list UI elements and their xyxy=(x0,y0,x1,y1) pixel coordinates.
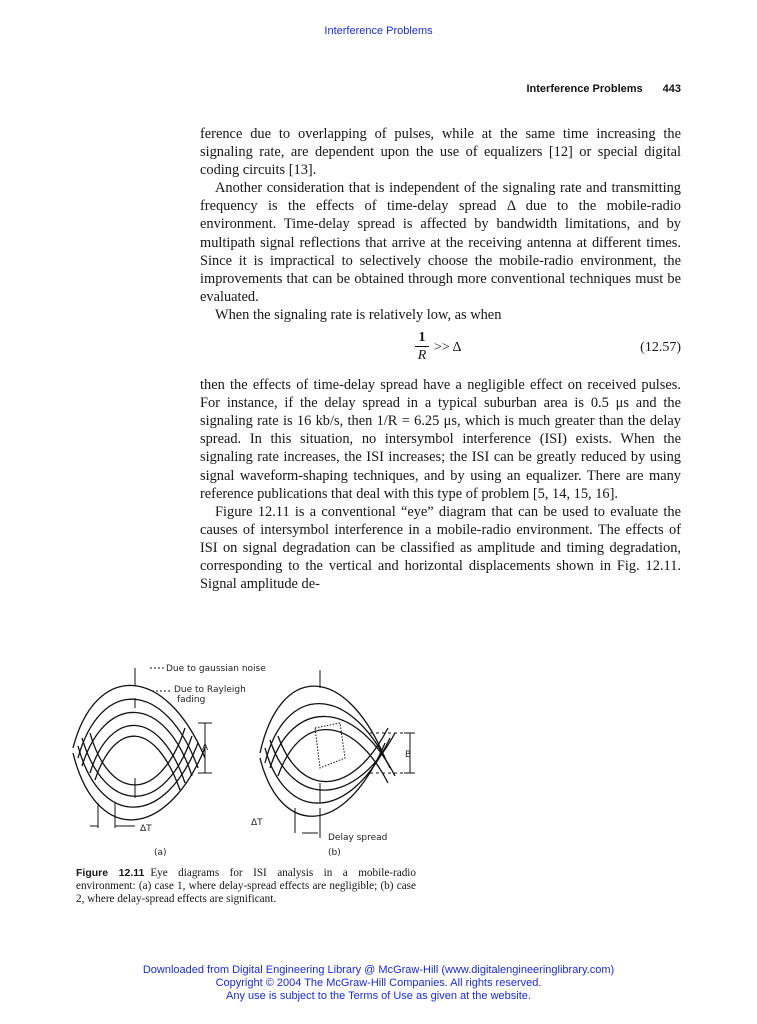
eye-trace xyxy=(82,736,192,796)
eye-trace xyxy=(78,743,198,807)
equation-number: (12.57) xyxy=(640,340,681,356)
top-link[interactable]: Interference Problems xyxy=(324,25,433,37)
eye-diagram-b xyxy=(260,686,395,816)
eye-b-markers xyxy=(295,670,415,838)
footer-terms[interactable]: Any use is subject to the Terms of Use as given at the website. xyxy=(226,990,531,1002)
figure-caption xyxy=(76,867,416,906)
label-delta-t-b: ΔT xyxy=(251,818,263,828)
label-delay-spread: Delay spread xyxy=(328,833,388,843)
label-panel-b: (b) xyxy=(328,848,341,858)
equation-numerator: 1 xyxy=(415,330,429,347)
label-rayleigh-fading: Due to Rayleigh xyxy=(174,685,246,695)
paragraph: Another consideration that is independent of the signaling rate and transmitting frequency is the effects of time-delay spread Δ due to the mobile-radio environment. Time-delay spread is affected by bandwidth limitations, and by multipath signal reflections that arrive at the receiving antenna at different times. Since it is impractical to selectively choose the mobile-radio environment, the improvements that can be obtained through more conventional techniques must be evaluated. xyxy=(200,180,681,305)
equation-denominator: R xyxy=(417,348,427,364)
label-A: A xyxy=(202,743,209,753)
caption-text: Eye diagrams for ISI analysis in a mobile-radio environment: (a) case 1, where delay-spread effects are negligible; (b) case 2, where delay-spread effects are significant. xyxy=(76,867,416,905)
label-delta-t-a: ΔT xyxy=(140,824,152,834)
figure-12-11 xyxy=(70,658,415,863)
eye-trace xyxy=(265,738,390,803)
paragraph: When the signaling rate is relatively low, as when xyxy=(215,306,502,323)
footer-copyright[interactable]: Copyright © 2004 The McGraw-Hill Companies. All rights reserved. xyxy=(215,977,542,989)
eye-diagram-a xyxy=(73,685,205,819)
paragraph: ference due to overlapping of pulses, while at the same time increasing the signaling rate, are dependent upon the use of equalizers [12] or special digital coding circuits [13]. xyxy=(200,126,681,179)
page-number: 443 xyxy=(662,83,681,95)
body-text xyxy=(200,125,681,593)
running-head-title: Interference Problems xyxy=(526,83,643,95)
footer-download-link[interactable]: Downloaded from Digital Engineering Library @ McGraw-Hill (www.digitalengineeringlibrary.com) xyxy=(142,964,615,976)
running-head xyxy=(526,83,681,95)
caption-label: Figure 12.11 xyxy=(76,867,145,879)
equation-fraction xyxy=(415,330,429,365)
label-B: B xyxy=(405,750,412,760)
paragraph: then the effects of time-delay spread have a negligible effect on received pulses. For instance, if the delay spread in a typical suburban area is 0.5 μs and the signaling rate is 16 kb/s, then 1/R = 6.25 μs, which is much greater than the delay spread. In this situation, no intersymbol interference (ISI) exists. When the signaling rate increases, the ISI increases; the ISI can be greatly reduced by using signal waveform-shaping techniques, and by using an equalizer. There are many reference publications that deal with this type of problem [5, 14, 15, 16]. xyxy=(200,377,681,502)
label-gaussian-noise: Due to gaussian noise xyxy=(166,664,266,674)
eye-trace xyxy=(265,704,390,768)
label-rayleigh-fading-2: fading xyxy=(177,695,206,705)
label-panel-a: (a) xyxy=(154,848,167,858)
equation-12-57 xyxy=(200,324,681,376)
eye-trace xyxy=(270,716,395,776)
equation-rhs: >> Δ xyxy=(434,340,462,356)
eye-trace xyxy=(82,712,192,776)
paragraph: Figure 12.11 is a conventional “eye” diagram that can be used to evaluate the causes of intersymbol interference in a mobile-radio environment. The effects of ISI on signal degradation can be classified as amplitude and timing degradation, corresponding to the vertical and horizontal displacements shown in Fig. 12.11. Signal amplitude de- xyxy=(200,503,681,593)
footer xyxy=(0,964,757,1003)
eye-trace xyxy=(95,736,180,790)
eye-diagrams xyxy=(70,658,415,863)
